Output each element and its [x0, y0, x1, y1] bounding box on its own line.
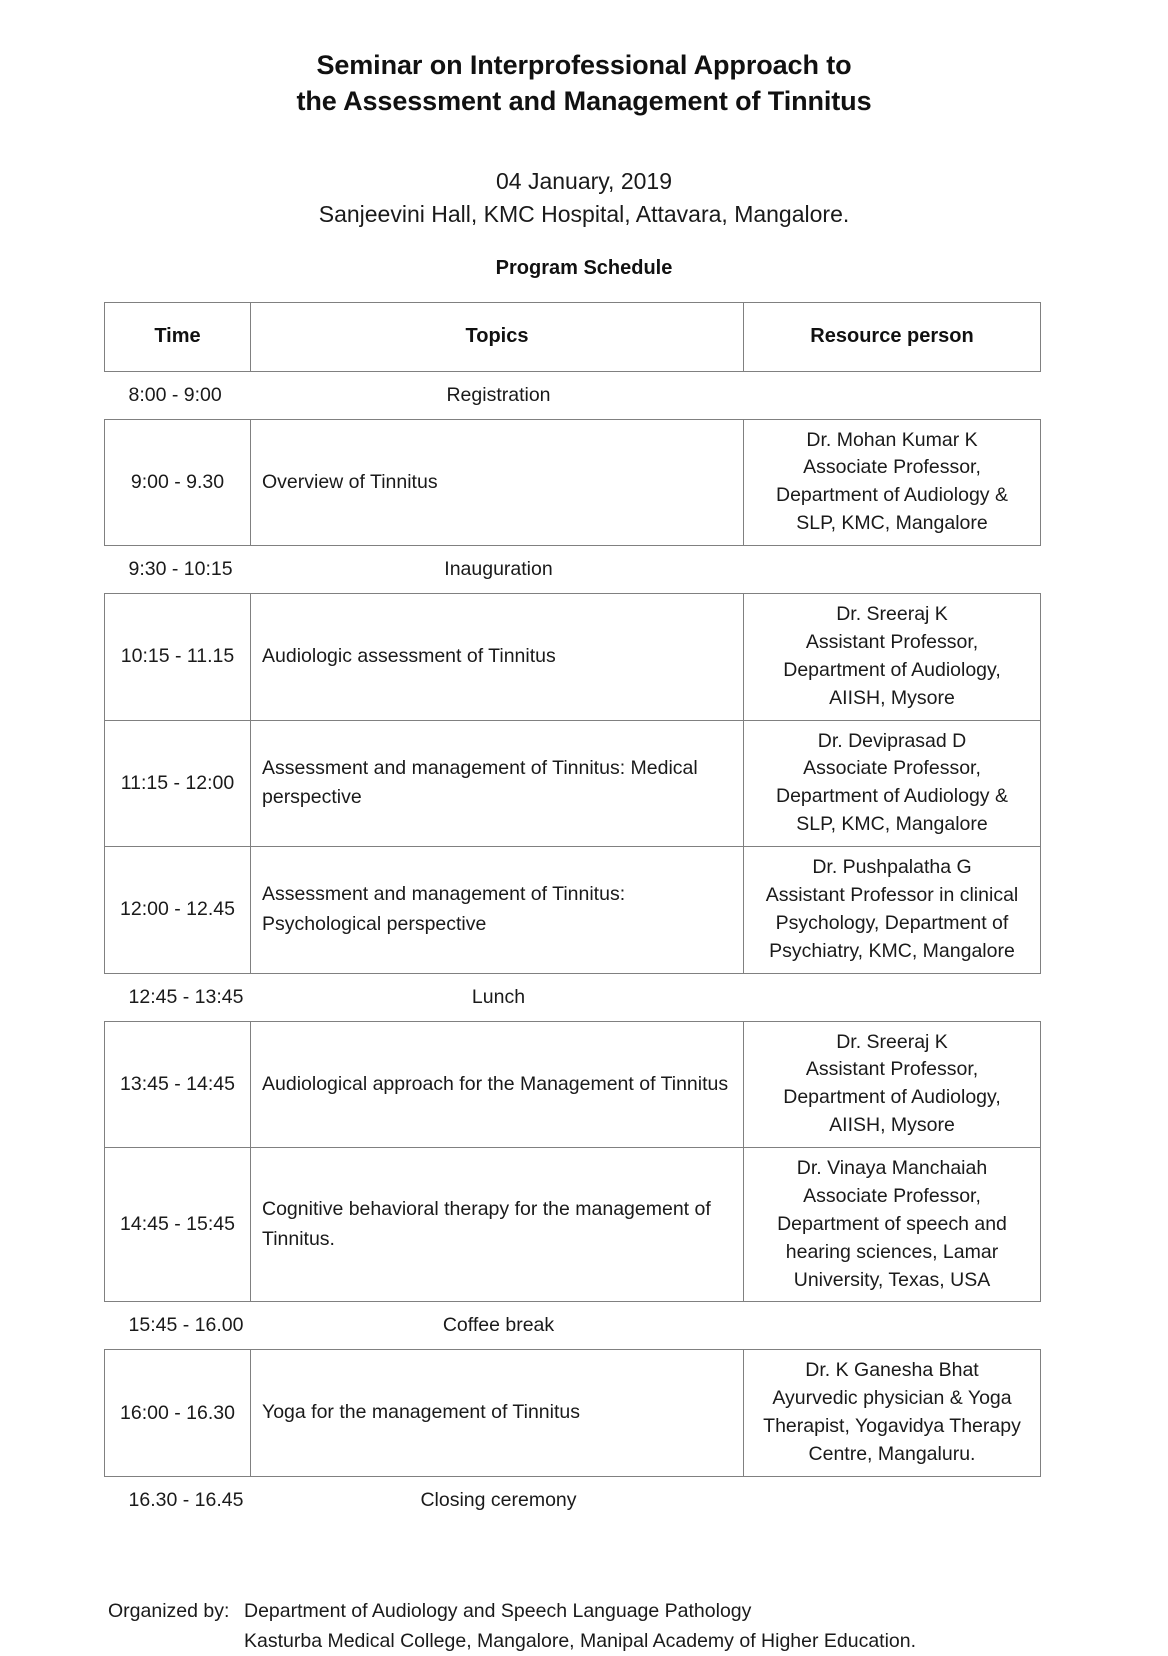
- break-label: Lunch: [471, 985, 526, 1008]
- cell-topic: Assessment and management of Tinnitus: Medical perspective: [251, 720, 744, 847]
- resource-person-line: Department of Audiology,: [783, 658, 1001, 681]
- resource-person-line: AIISH, Mysore: [829, 686, 955, 709]
- resource-person-line: Assistant Professor,: [805, 1058, 979, 1081]
- break-inner: [105, 1477, 1041, 1524]
- resource-person-line: Psychology, Department of: [775, 911, 1009, 934]
- cell-topic: Audiologic assessment of Tinnitus: [251, 594, 744, 721]
- table-row: [105, 1148, 1041, 1302]
- document-header: [0, 0, 1168, 280]
- resource-person-line: SLP, KMC, Mangalore: [796, 512, 988, 535]
- resource-person-line: Associate Professor,: [803, 456, 981, 479]
- resource-person-line: Ayurvedic physician & Yoga: [772, 1387, 1012, 1410]
- resource-person-line: SLP, KMC, Mangalore: [796, 813, 988, 836]
- cell-topic: Cognitive behavioral therapy for the management of Tinnitus.: [251, 1148, 744, 1302]
- cell-time: 16:00 - 16.30: [105, 1350, 251, 1477]
- table-row: [105, 594, 1041, 721]
- page-title-line-2: the Assessment and Management of Tinnitus: [296, 85, 872, 116]
- resource-person-line: AIISH, Mysore: [829, 1114, 955, 1137]
- resource-person-line: Dr. K Ganesha Bhat: [805, 1359, 979, 1382]
- table-header-row: [105, 302, 1041, 371]
- cell-resource-person: [744, 720, 1041, 847]
- cell-resource-person: [744, 419, 1041, 546]
- organizer-details: [244, 1596, 1168, 1656]
- resource-person-line: Dr. Mohan Kumar K: [806, 428, 978, 451]
- break-cell: [105, 973, 1041, 1021]
- resource-person-line: Dr. Sreeraj K: [836, 1030, 948, 1053]
- organizer-line-1: Department of Audiology and Speech Language Pathology: [244, 1599, 752, 1622]
- cell-topic: Audiological approach for the Management of Tinnitus: [251, 1021, 744, 1148]
- cell-topic: Yoga for the management of Tinnitus: [251, 1350, 744, 1477]
- cell-time: 9:00 - 9.30: [105, 419, 251, 546]
- resource-person-line: Dr. Sreeraj K: [836, 603, 948, 626]
- cell-resource-person: [744, 1350, 1041, 1477]
- resource-person-line: Centre, Mangaluru.: [808, 1443, 976, 1466]
- resource-person-line: Associate Professor,: [803, 1184, 981, 1207]
- resource-person-line: Department of Audiology,: [783, 1086, 1001, 1109]
- resource-person-line: Department of Audiology &: [776, 785, 1008, 808]
- table-row-break: [105, 371, 1041, 419]
- resource-person-line: Assistant Professor in clinical: [765, 883, 1019, 906]
- break-time: 8:00 - 9:00: [128, 383, 222, 406]
- cell-resource-person: [744, 1021, 1041, 1148]
- cell-time: 10:15 - 11.15: [105, 594, 251, 721]
- cell-time: 13:45 - 14:45: [105, 1021, 251, 1148]
- cell-time: 12:00 - 12.45: [105, 847, 251, 974]
- cell-resource-person: [744, 847, 1041, 974]
- table-row: [105, 419, 1041, 546]
- table-row-break: [105, 973, 1041, 1021]
- break-label: Registration: [446, 383, 551, 406]
- column-header-topics: Topics: [251, 302, 744, 371]
- break-label: Inauguration: [444, 558, 553, 581]
- resource-person-line: Psychiatry, KMC, Mangalore: [769, 939, 1015, 962]
- table-row: [105, 720, 1041, 847]
- cell-topic: Assessment and management of Tinnitus: Psychological perspective: [251, 847, 744, 974]
- cell-resource-person: [744, 1148, 1041, 1302]
- table-row-break: [105, 1302, 1041, 1350]
- page-title-line-1: Seminar on Interprofessional Approach to: [316, 50, 852, 80]
- resource-person-line: Assistant Professor,: [805, 630, 979, 653]
- table-row: [105, 847, 1041, 974]
- resource-person-line: Department of speech and: [777, 1212, 1007, 1235]
- table-row: [105, 1350, 1041, 1477]
- break-cell: [105, 1302, 1041, 1350]
- break-inner: [105, 1302, 1041, 1349]
- column-header-resource-person: Resource person: [744, 302, 1041, 371]
- cell-resource-person: [744, 594, 1041, 721]
- section-heading-program-schedule: Program Schedule: [495, 256, 673, 279]
- break-time: 15:45 - 16.00: [128, 1314, 244, 1337]
- break-time: 9:30 - 10:15: [128, 558, 233, 581]
- event-venue: Sanjeevini Hall, KMC Hospital, Attavara, Mangalore.: [318, 200, 850, 227]
- break-time: 16.30 - 16.45: [128, 1488, 244, 1511]
- organized-by-row: [108, 1596, 1168, 1656]
- break-inner: [105, 372, 1041, 419]
- table-row: [105, 1021, 1041, 1148]
- organizer-line-2: Kasturba Medical College, Mangalore, Manipal Academy of Higher Education.: [244, 1630, 917, 1653]
- break-inner: [105, 974, 1041, 1021]
- resource-person-line: Therapist, Yogavidya Therapy: [763, 1415, 1021, 1438]
- event-date: 04 January, 2019: [495, 168, 673, 195]
- resource-person-line: Associate Professor,: [803, 757, 981, 780]
- resource-person-line: Dr. Vinaya Manchaiah: [796, 1157, 988, 1180]
- resource-person-line: University, Texas, USA: [793, 1268, 991, 1291]
- program-schedule-table: [104, 302, 1041, 1524]
- schedule-table-wrapper: [0, 302, 1168, 1524]
- break-label: Closing ceremony: [420, 1488, 577, 1511]
- organized-by-label: Organized by:: [108, 1599, 230, 1622]
- document-footer: [0, 1596, 1168, 1656]
- break-time: 12:45 - 13:45: [128, 985, 244, 1008]
- break-cell: [105, 546, 1041, 594]
- resource-person-line: Dr. Pushpalatha G: [812, 856, 972, 879]
- resource-person-line: Department of Audiology &: [776, 484, 1008, 507]
- break-label: Coffee break: [442, 1314, 555, 1337]
- table-body: [105, 371, 1041, 1524]
- cell-time: 11:15 - 12:00: [105, 720, 251, 847]
- column-header-time: Time: [105, 302, 251, 371]
- cell-topic: Overview of Tinnitus: [251, 419, 744, 546]
- resource-person-line: Dr. Deviprasad D: [817, 729, 967, 752]
- break-cell: [105, 371, 1041, 419]
- break-inner: [105, 546, 1041, 593]
- table-row-break: [105, 546, 1041, 594]
- break-cell: [105, 1476, 1041, 1524]
- page-title: [154, 48, 1014, 119]
- table-row-break: [105, 1476, 1041, 1524]
- cell-time: 14:45 - 15:45: [105, 1148, 251, 1302]
- resource-person-line: hearing sciences, Lamar: [785, 1240, 999, 1263]
